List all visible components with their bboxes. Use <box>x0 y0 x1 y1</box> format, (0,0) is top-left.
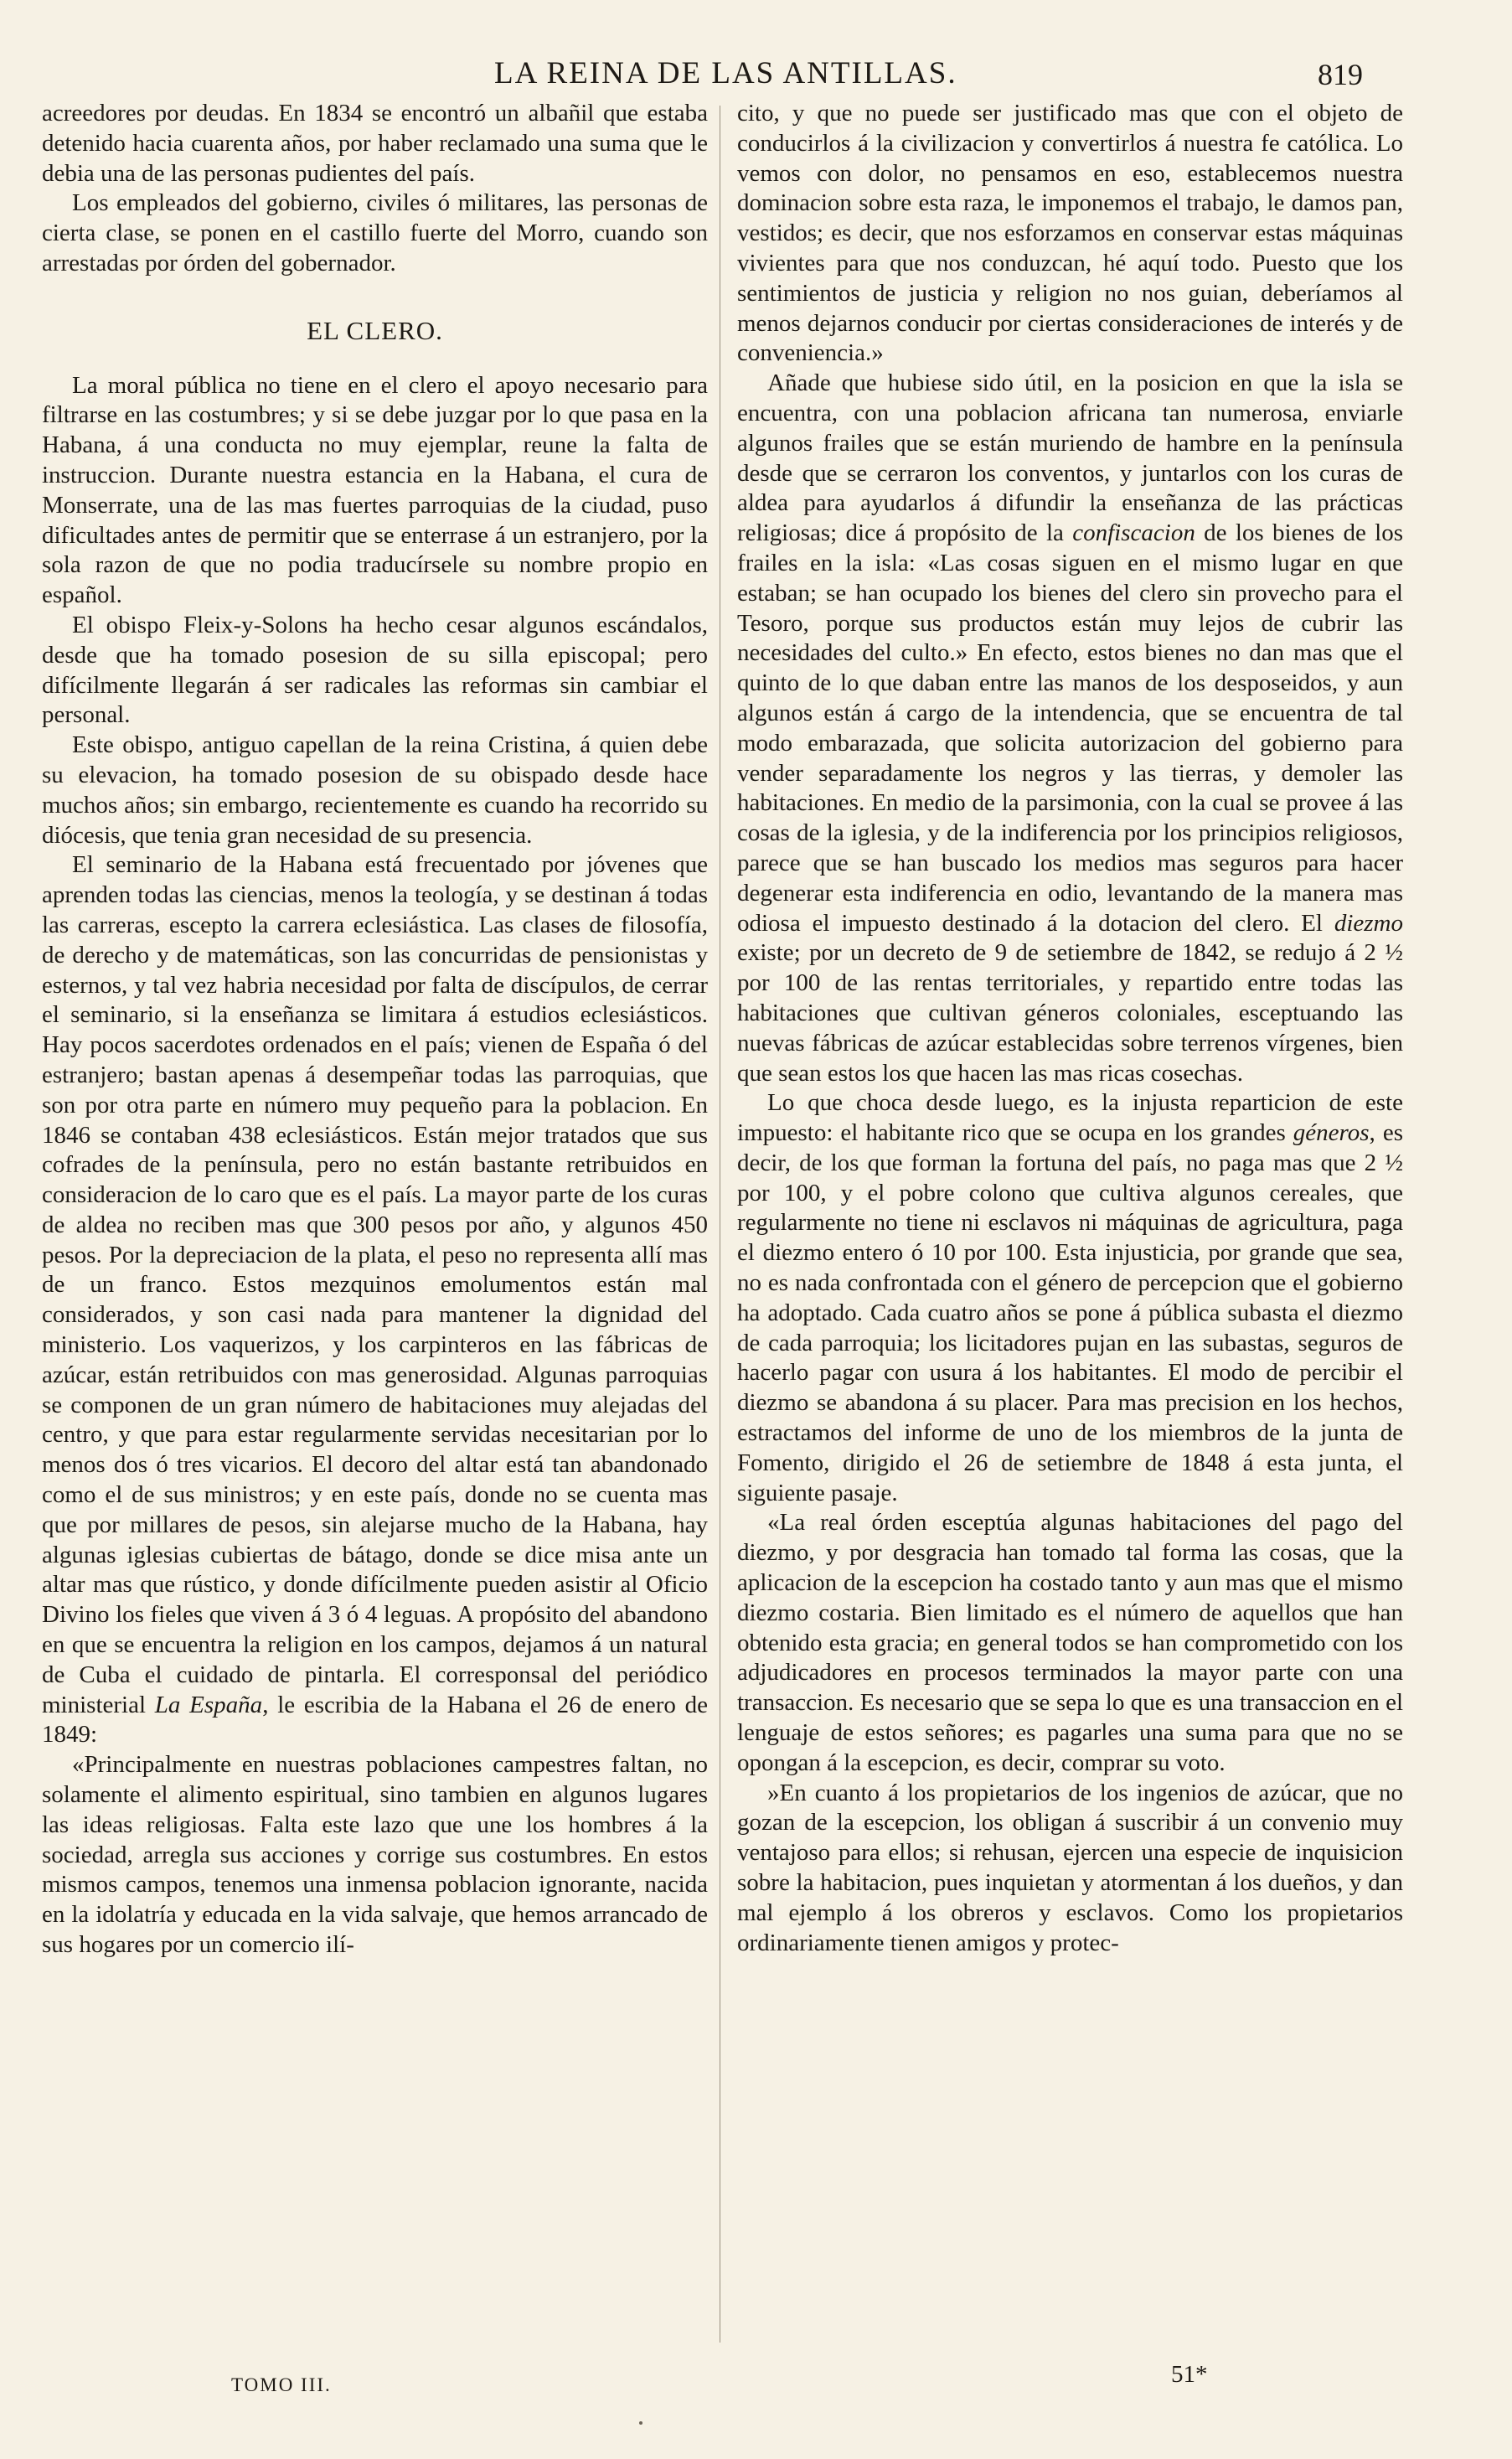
paragraph-right-2-b: de los bienes de los frailes en la isla: «Las cosas siguen en el mismo lugar en que estaban; se han ocupado los bienes del clero sin provecho para el Tesoro, porque sus productos están muy lejos de cubrir las necesidades del culto.» En efecto, estos bienes no dan mas que el quinto de lo que daban entre las manos de los desposeidos, y aun algunos están á cargo de la intendencia, que se encuentra de tal modo embarazada, que solicita autorizacion del gobierno para vender separadamente los negros y las tierras, y demoler las habitaciones. En medio de la parsimonia, con la cual se provee á las cosas de la iglesia, y de la indiferencia por los principios religiosos, parece que se han buscado los medios mas seguros para hacer degenerar esta indiferencia en odio, levantando de la manera mas odiosa el impuesto destinado á la dotacion del clero. El <box>737 519 1403 937</box>
section-heading-clergy: EL CLERO. <box>307 315 443 345</box>
italic-diezmo: diezmo <box>1334 909 1403 937</box>
paragraph-left-7: «Principalmente en nuestras poblaciones campestres faltan, no solamente el alimento espiritual, sino tambien en algunos lugares las ideas religiosas. Falta este lazo que une los hombres á la sociedad, arregla sus acciones y corrige sus costumbres. En estos mismos campos, tenemos una inmensa poblacion ignorante, nacida en la idolatría y educada en la vida salvaje, que hemos arrancado de sus hogares por un comercio ilí- <box>42 1751 708 1959</box>
left-column <box>42 99 708 2357</box>
running-head <box>0 55 1512 99</box>
paragraph-right-3-b: , es decir, de los que forman la fortuna del país, no paga mas que 2 ½ por 100, y el pobre colono que cultiva algunos cereales, que regularmente no tiene ni esclavos ni máquinas de agricultura, paga el diezmo entero ó 10 por 100. Esta injusticia, por grande que sea, no es nada confrontada con el género de percepcion que el gobierno ha adoptado. Cada cuatro años se pone á pública subasta el diezmo de cada parroquia; los licitadores pujan en las subastas, seguros de hacerlo pagar con usura á los habitantes. El modo de percibir el diezmo se abandona á su placer. Para mas precision en los hechos, estractamos del informe de uno de los miembros de la junta de Fomento, dirigido el 26 de setiembre de 1848 á esta junta, el siguiente pasaje. <box>737 1119 1403 1506</box>
paragraph-left-5: Este obispo, antiguo capellan de la reina Cristina, á quien debe su elevacion, ha tomado posesion de su obispado desde hace muchos años; sin embargo, recientemente es cuando ha recorrido su diócesis, que tenia gran necesidad de su presencia. <box>42 731 708 849</box>
print-dot <box>639 2421 642 2425</box>
paragraph-left-6-text: El seminario de la Habana está frecuentado por jóvenes que aprenden todas las ciencias, menos la teología, y se destinan á todas las carreras, escepto la carrera eclesiástica. Las clases de filosofía, de derecho y de matemáticas, son las concurridas de pensionistas y esternos, y tal vez habria necesidad por falta de discípulos, de cerrar el seminario, si la enseñanza se limitara á estudios eclesiásticos. Hay pocos sacerdotes ordenados en el país; vienen de España ó del estranjero; bastan apenas á desempeñar todas las parroquias, que son por otra parte en número muy pequeño para la poblacion. En 1846 se contaban 438 eclesiásticos. Están mejor tratados que sus cofrades de la península, pero no están bastante retribuidos en consideracion de lo caro que es el país. La mayor parte de los curas de aldea no reciben mas que 300 pesos por año, y algunos 450 pesos. Por la depreciacion de la plata, el peso no representa allí mas de un franco. Estos mezquinos emolumentos están mal considerados, y son casi nada para mantener la dignidad del ministerio. Los vaquerizos, y los carpinteros en las fábricas de azúcar, están retribuidos con mas generosidad. Algunas parroquias se componen de un gran número de habitaciones muy alejadas del centro, y que para estar regularmente servidas necesitarian por lo menos dos ó tres vicarios. El decoro del altar está tan abandonado como el de sus ministros; y en este país, donde no se cuenta mas que por millares de pesos, sin alejarse mucho de la Habana, hay algunas iglesias cubiertas de bátago, donde se dice misa ante un altar mas que rústico, y donde difícilmente pueden asistir al Oficio Divino los fieles que viven á 3 ó 4 leguas. A propósito del abandono en que se encuentra la religion en los campos, dejamos á un natural de Cuba el cuidado de pintarla. El corresponsal del periódico ministerial <box>42 851 708 1718</box>
italic-generos: géneros <box>1293 1119 1370 1147</box>
paragraph-right-4: «La real órden esceptúa algunas habitaciones del pago del diezmo, y por desgracia han tomado tal forma las cosas, que la aplicacion de la escepcion ha costado tanto y aun mas que el mismo diezmo costaria. Bien limitado es el número de aquellos que han obtenido esta gracia; en general todos se han comprometido con los adjudicadores en procesos terminados la mayor parte con una transaccion. Es necesario que se sepa lo que es una transaccion en el lenguaje de estos señores; es pagarles una suma para que no se opongan á la escepcion, es decir, comprar su voto. <box>737 1509 1403 1776</box>
running-title: LA REINA DE LAS ANTILLAS. <box>494 56 957 90</box>
footer-volume: TOMO III. <box>231 2374 332 2395</box>
paragraph-left-1: acreedores por deudas. En 1834 se encontró un albañil que estaba detenido hacia cuarenta años, por haber reclamado una suma que le debia una de las personas pudientes del país. <box>42 100 708 187</box>
paragraph-right-1: cito, y que no puede ser justificado mas que con el objeto de conducirlos á la civilizacion y convertirlos á nuestra fe católica. Lo vemos con dolor, no pensamos en eso, establecemos nuestra dominacion sobre esta raza, le imponemos el trabajo, le damos pan, vestidos; es decir, que nos esforzamos en conservar estas máquinas vivientes para que nos conduzcan, hé aquí todo. Puesto que los sentimientos de justicia y religion no nos guian, deberíamos al menos dejarnos conducir por ciertas consideraciones de interés y de conveniencia.» <box>737 100 1403 367</box>
paragraph-right-3-a: Lo que choca desde luego, es la injusta reparticion de este impuesto: el habitante rico que se ocupa en los grandes <box>737 1089 1403 1147</box>
paragraph-left-6-tail: , le escribia de la Habana el 26 de enero de 1849: <box>42 1691 708 1749</box>
newspaper-title-la-espana: La España <box>154 1691 263 1718</box>
right-column <box>737 99 1403 2304</box>
paragraph-left-3: La moral pública no tiene en el clero el apoyo necesario para filtrarse en las costumbres; y si se debe juzgar por lo que pasa en la Habana, á una conducta no muy ejemplar, reune la falta de instruccion. Durante nuestra estancia en la Habana, el cura de Monserrate, una de las mas fuertes parroquias de la ciudad, puso dificultades antes de permitir que se enterrase á un estranjero, por la sola razon de que no podia traducírsele su nombre propio en español. <box>42 371 708 609</box>
signature-mark: 51* <box>1171 2361 1208 2388</box>
paragraph-left-4: El obispo Fleix-y-Solons ha hecho cesar algunos escándalos, desde que ha tomado posesion de su silla episcopal; pero difícilmente llegarán á ser radicales las reformas sin cambiar el personal. <box>42 611 708 729</box>
italic-confiscacion: confiscacion <box>1072 519 1195 547</box>
paragraph-left-6 <box>42 850 708 1750</box>
paragraph-right-2-c: existe; por un decreto de 9 de setiembre de 1842, se redujo á 2 ½ por 100 de las rentas territoriales, y repartido entre todas las habitaciones que cultivan géneros coloniales, esceptuando las nuevas fábricas de azúcar establecidas sobre terrenos vírgenes, bien que sean estos los que hacen las mas ricas cosechas. <box>737 939 1403 1087</box>
page-number: 819 <box>1318 58 1363 91</box>
paragraph-right-3 <box>737 1088 1403 1508</box>
paragraph-right-2-a: Añade que hubiese sido útil, en la posicion en que la isla se encuentra, con una poblacion africana tan numerosa, enviarle algunos frailes que se están muriendo de hambre en la península desde que se cerraron los conventos, y juntarlos con los curas de aldea para ayudarlos á difundir la enseñanza de las prácticas religiosas; dice á propósito de la <box>737 369 1403 547</box>
paragraph-right-5: »En cuanto á los propietarios de los ingenios de azúcar, que no gozan de la escepcion, los obligan á suscribir á un convenio muy ventajoso para ellos; si rehusan, ejercen una especie de inquisicion sobre la habitacion, pues inquietan y atormentan á los dueños, y dan mal ejemplo á los obreros y esclavos. Como los propietarios ordinariamente tienen amigos y protec- <box>737 1779 1403 1956</box>
paragraph-left-2: Los empleados del gobierno, civiles ó militares, las personas de cierta clase, se ponen en el castillo fuerte del Morro, cuando son arrestadas por órden del gobernador. <box>42 189 708 276</box>
paragraph-right-2 <box>737 369 1403 1088</box>
